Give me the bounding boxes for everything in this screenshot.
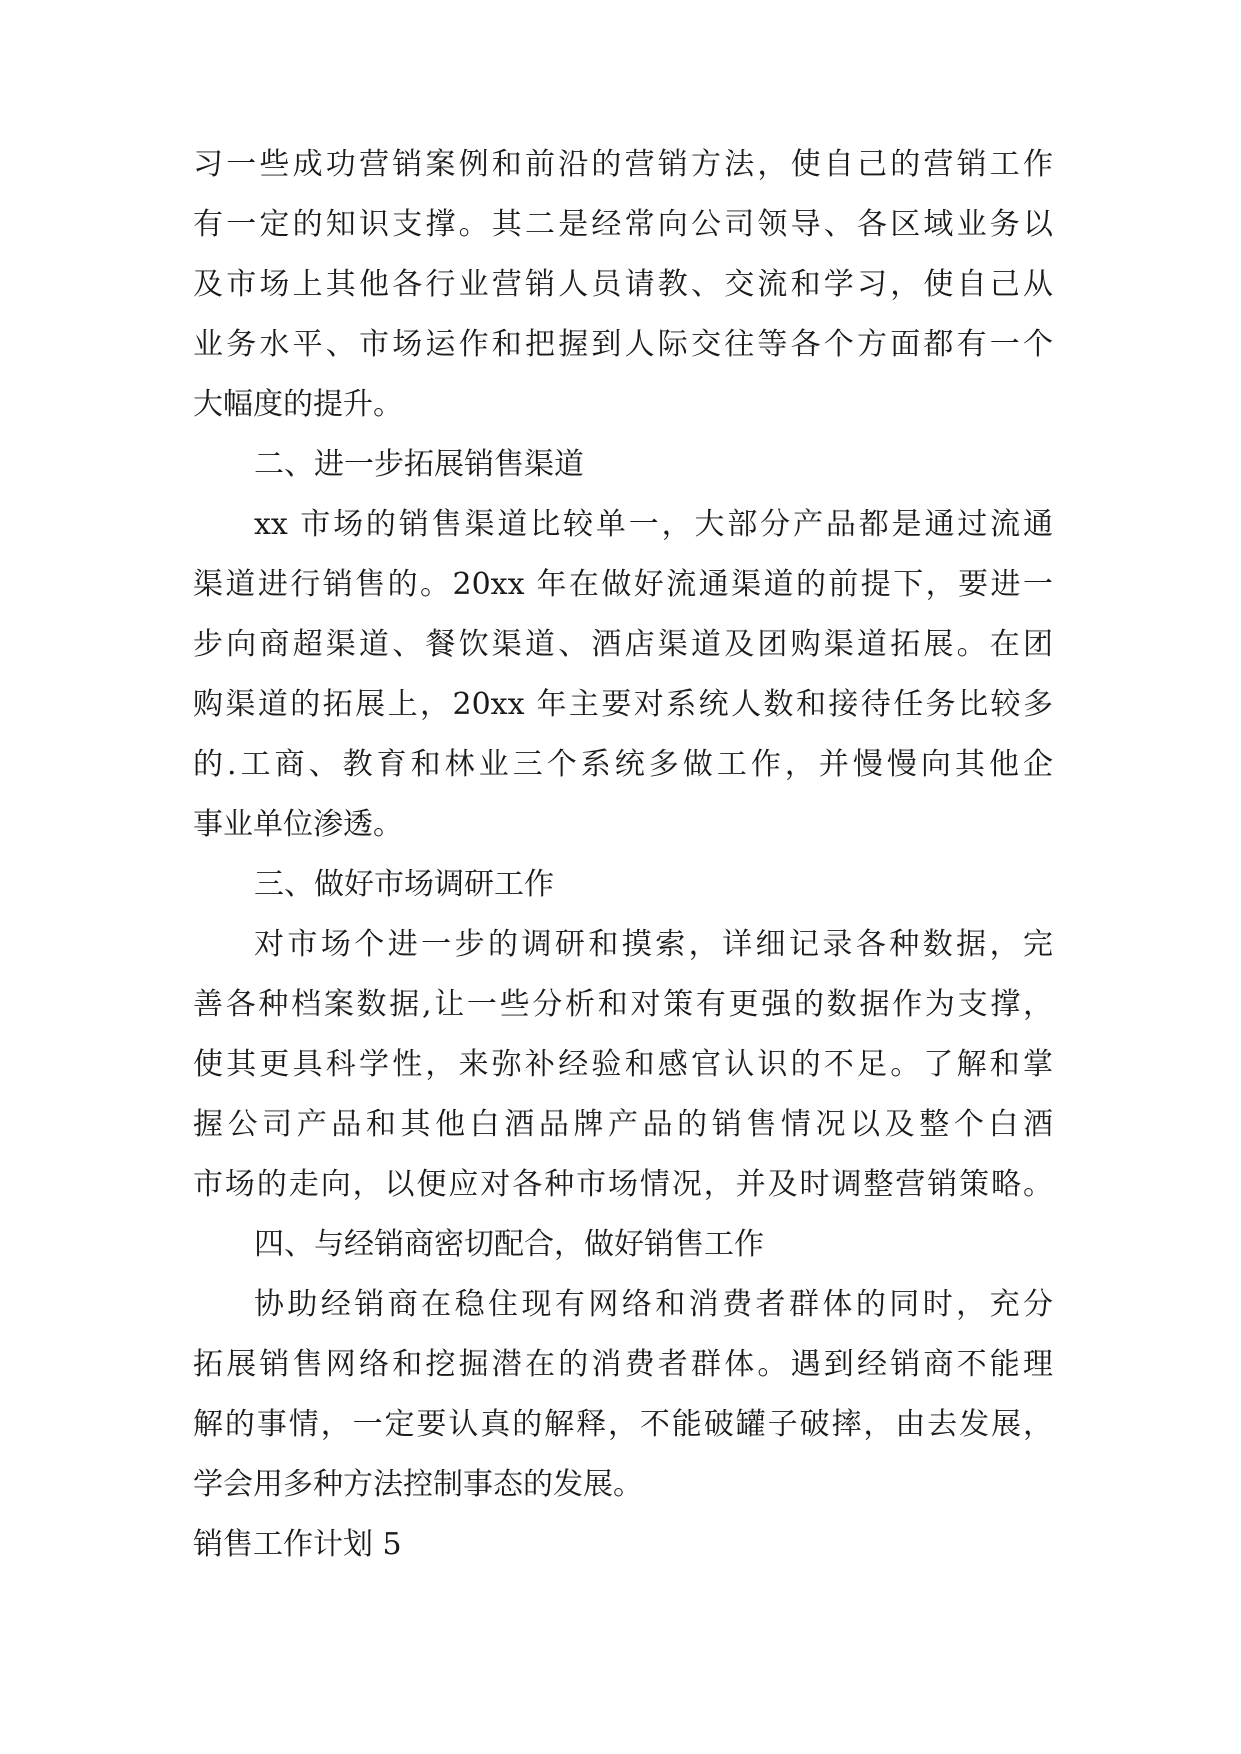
paragraph-line: 步向商超渠道、餐饮渠道、酒店渠道及团购渠道拓展。在团 — [193, 627, 1053, 662]
document-title: 销售工作计划 5 — [193, 1527, 402, 1562]
paragraph-line: 学会用多种方法控制事态的发展。 — [193, 1467, 643, 1502]
paragraph-line: 渠道进行销售的。20xx 年在做好流通渠道的前提下，要进一 — [193, 567, 1053, 602]
paragraph-line: 大幅度的提升。 — [193, 387, 403, 422]
section-heading: 三、做好市场调研工作 — [254, 867, 554, 902]
paragraph-line: 对市场个进一步的调研和摸索，详细记录各种数据，完 — [254, 927, 1053, 962]
section-heading: 二、进一步拓展销售渠道 — [254, 447, 584, 482]
paragraph-line: xx 市场的销售渠道比较单一，大部分产品都是通过流通 — [254, 507, 1053, 542]
paragraph-line: 的.工商、教育和林业三个系统多做工作，并慢慢向其他企 — [193, 747, 1053, 782]
paragraph-line: 解的事情，一定要认真的解释，不能破罐子破摔，由去发展， — [193, 1407, 1053, 1442]
section-heading: 四、与经销商密切配合，做好销售工作 — [254, 1227, 764, 1262]
paragraph-line: 拓展销售网络和挖掘潜在的消费者群体。遇到经销商不能理 — [193, 1347, 1053, 1382]
paragraph-line: 习一些成功营销案例和前沿的营销方法，使自己的营销工作 — [193, 147, 1053, 182]
paragraph-line: 市场的走向，以便应对各种市场情况，并及时调整营销策略。 — [193, 1167, 1053, 1202]
paragraph-line: 握公司产品和其他白酒品牌产品的销售情况以及整个白酒 — [193, 1107, 1053, 1142]
paragraph-line: 善各种档案数据,让一些分析和对策有更强的数据作为支撑， — [193, 987, 1053, 1022]
paragraph-line: 购渠道的拓展上，20xx 年主要对系统人数和接待任务比较多 — [193, 687, 1053, 722]
paragraph-line: 有一定的知识支撑。其二是经常向公司领导、各区域业务以 — [193, 207, 1053, 242]
paragraph-line: 使其更具科学性，来弥补经验和感官认识的不足。了解和掌 — [193, 1047, 1053, 1082]
paragraph-line: 业务水平、市场运作和把握到人际交往等各个方面都有一个 — [193, 327, 1053, 362]
paragraph-line: 事业单位渗透。 — [193, 807, 403, 842]
paragraph-line: 及市场上其他各行业营销人员请教、交流和学习，使自己从 — [193, 267, 1053, 302]
paragraph-line: 协助经销商在稳住现有网络和消费者群体的同时，充分 — [254, 1287, 1053, 1322]
